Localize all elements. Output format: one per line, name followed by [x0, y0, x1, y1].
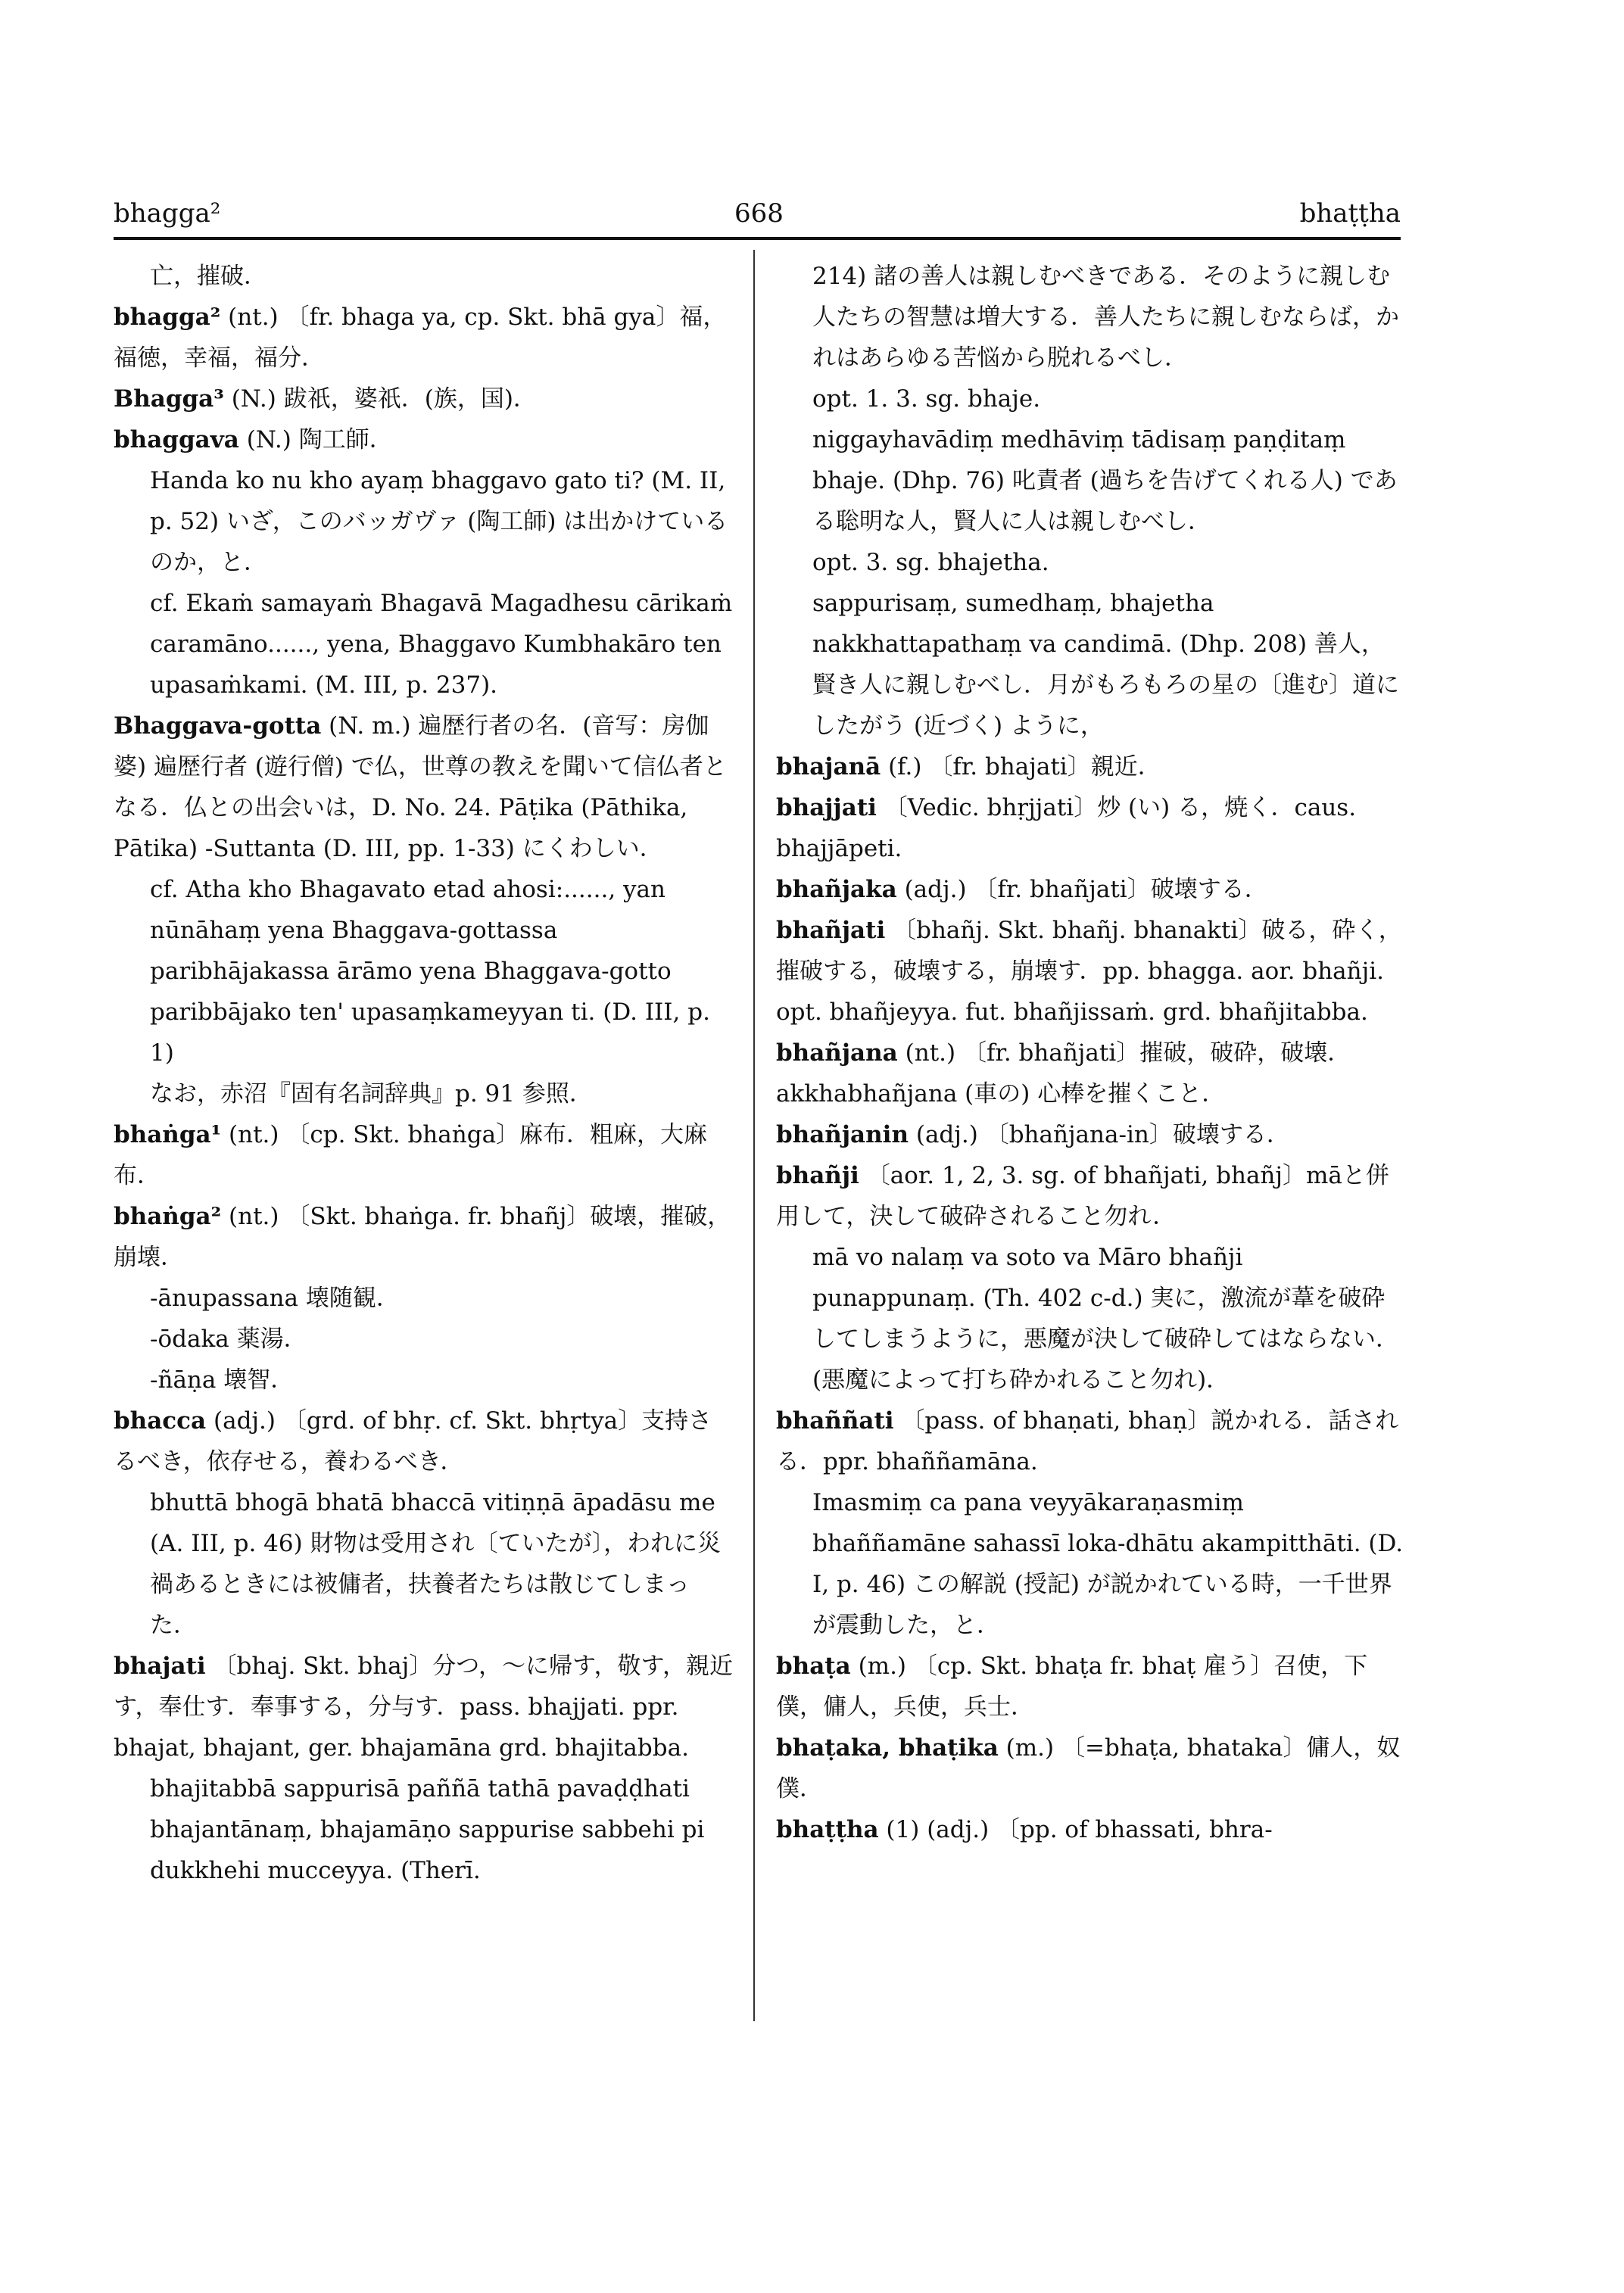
entry-continuation	[150, 1073, 734, 1114]
headword: bhajanā	[776, 753, 881, 780]
entry-continuation	[812, 419, 1404, 542]
headword: Bhagga³	[114, 385, 224, 413]
page-header	[114, 191, 1401, 229]
entry-text: (m.) 〔cp. Skt. bhaṭa fr. bhaṭ 雇う〕召使，下僕，傭人，兵使，兵士．	[776, 1653, 1368, 1721]
dictionary-entry	[114, 1646, 734, 1768]
entry-text: (nt.) 〔fr. bhaga ya, cp. Skt. bhā gya〕福，福徳，幸福，福分．	[114, 304, 727, 372]
entry-text: (adj.) 〔grd. of bhṛ. cf. Skt. bhṛtya〕支持さるべき，依存せる，養わるべき．	[114, 1407, 712, 1475]
headword: bhaṭaka, bhaṭika	[776, 1734, 999, 1762]
entry-text: 亡，摧破．	[150, 263, 267, 290]
entry-text: (1) (adj.) 〔pp. of bhassati, bhra-	[878, 1816, 1273, 1843]
dictionary-entry	[776, 1400, 1404, 1482]
headword: bhaṅga²	[114, 1203, 222, 1230]
headword: bhaññati	[776, 1407, 894, 1435]
header-right-guideword: bhaṭṭha	[1299, 198, 1401, 229]
dictionary-entry	[114, 419, 734, 460]
entry-text: 〔bhaj. Skt. bhaj〕分つ，〜に帰す，敬す，親近す，奉仕す．奉事する，分与す．pass. bhajjati. ppr. bhajat, bhajant, ger. bhajamāna grd. bhajitabba.	[114, 1653, 734, 1762]
dictionary-entry	[114, 706, 734, 869]
entry-text: (N. m.) 遍歴行者の名．(音写：房伽婆) 遍歴行者 (遊行僧) で仏，世尊の教えを聞いて信仏者となる．仏との出会いは，D. No. 24. Pāṭika (Pāthika, Pātika) -Suttanta (D. III, pp. 1-33) にくわしい．	[114, 712, 727, 862]
entry-continuation	[150, 1482, 734, 1646]
entry-text: (N.) 陶工師．	[238, 426, 393, 453]
headword: bhaṭṭha	[776, 1816, 879, 1843]
dictionary-entry	[776, 787, 1404, 869]
dictionary-entry	[114, 297, 734, 379]
dictionary-entry	[776, 1728, 1404, 1809]
entry-text: -ānupassana 壊随観．	[150, 1285, 400, 1312]
entry-text: -ōdaka 薬湯．	[150, 1326, 307, 1353]
headword: bhajati	[114, 1653, 206, 1680]
entry-text: (adj.) 〔bhañjana-in〕破壊する．	[909, 1121, 1290, 1148]
headword: bhañjana	[776, 1039, 898, 1067]
entry-continuation	[812, 379, 1404, 419]
headword: bhaggava	[114, 426, 239, 453]
header-left-guideword: bhagga²	[114, 198, 221, 229]
entry-text: opt. 1. 3. sg. bhaje.	[812, 385, 1041, 413]
entry-text: -ñāṇa 壊智．	[150, 1366, 295, 1394]
dictionary-entry	[114, 1400, 734, 1482]
entry-text: 〔aor. 1, 2, 3. sg. of bhañjati, bhañj〕māと併用して，決して破砕されること勿れ．	[776, 1162, 1389, 1230]
entry-text: opt. 3. sg. bhajetha.	[812, 549, 1049, 576]
dictionary-entry	[776, 1809, 1404, 1850]
right-column	[776, 256, 1404, 1850]
entry-text: cf. Ekaṁ samayaṁ Bhagavā Magadhesu cārikaṁ caramāno......, yena, Bhaggavo Kumbhakāro ten upasaṁkami. (M. III, p. 237).	[150, 590, 733, 699]
entry-text: sappurisaṃ, sumedhaṃ, bhajetha nakkhattapathaṃ va candimā. (Dhp. 208) 善人，賢き人に親しむべし．月がもろもろの星の〔進む〕道にしたがう (近づく) ように，	[812, 590, 1399, 740]
dictionary-entry	[114, 379, 734, 419]
entry-text: (N.) 跋祇，婆祇．(族，国)．	[223, 385, 537, 413]
headword: bhajjati	[776, 794, 877, 821]
entry-text: (adj.) 〔fr. bhañjati〕破壊する．	[896, 876, 1268, 903]
column-divider	[753, 250, 755, 2021]
headword: bhañjanin	[776, 1121, 909, 1148]
headword: bhaṅga¹	[114, 1121, 222, 1148]
entry-text: (nt.) 〔cp. Skt. bhaṅga〕麻布．粗麻，大麻布．	[114, 1121, 708, 1189]
entry-continuation	[150, 1768, 734, 1891]
entry-text: (nt.) 〔fr. bhañjati〕摧破，破砕，破壊．akkhabhañjana (車の) 心棒を摧くこと．	[776, 1039, 1351, 1108]
entry-continuation	[150, 869, 734, 1073]
entry-text: bhuttā bhogā bhatā bhaccā vitiṇṇā āpadāsu me (A. III, p. 46) 財物は受用され〔ていたが〕，われに災禍あるときには被傭者，扶養者たちは散じてしまった．	[150, 1489, 722, 1639]
entry-text: 214) 諸の善人は親しむべきである．そのように親しむ人たちの智慧は増大する．善人たちに親しむならば，かれはあらゆる苦悩から脱れるべし．	[812, 263, 1399, 372]
entry-text: niggayhavādiṃ medhāviṃ tādisaṃ paṇḍitaṃ bhaje. (Dhp. 76) 叱責者 (過ちを告げてくれる人) である聡明な人，賢人に人は親しむべし．	[812, 426, 1398, 535]
entry-text: 〔pass. of bhaṇati, bhaṇ〕説かれる．話される．ppr. bhaññamāna.	[776, 1407, 1399, 1475]
headword: bhacca	[114, 1407, 207, 1435]
entry-continuation	[150, 460, 734, 583]
entry-continuation	[812, 1482, 1404, 1646]
entry-continuation	[150, 256, 734, 297]
dictionary-entry	[776, 1033, 1404, 1114]
entry-text: 〔bhañj. Skt. bhañj. bhanakti〕破る，砕く，摧破する，破壊する，崩壊す．pp. bhagga. aor. bhañji. opt. bhañjeyya. fut. bhañjissaṁ. grd. bhañjitabba.	[776, 917, 1402, 1026]
entry-continuation	[150, 583, 734, 706]
page-number: 668	[734, 198, 784, 229]
dictionary-entry	[776, 1646, 1404, 1728]
entry-text: Handa ko nu kho ayaṃ bhaggavo gato ti? (M. II, p. 52) いざ，このバッガヴァ (陶工師) は出かけているのか，と．	[150, 467, 728, 576]
headword: bhañjati	[776, 917, 886, 944]
entry-continuation	[812, 256, 1404, 379]
entry-text: (m.) 〔=bhaṭa, bhataka〕傭人，奴僕．	[776, 1734, 1401, 1802]
entry-continuation	[150, 1360, 734, 1400]
left-column	[114, 256, 734, 1891]
entry-text: なお，赤沼『固有名詞辞典』p. 91 参照．	[150, 1080, 593, 1108]
entry-continuation	[150, 1319, 734, 1360]
headword: bhaṭa	[776, 1653, 851, 1680]
entry-text: (f.) 〔fr. bhajati〕親近．	[881, 753, 1161, 780]
entry-continuation	[812, 583, 1404, 746]
headword: bhañjaka	[776, 876, 897, 903]
dictionary-entry	[776, 746, 1404, 787]
header-rule	[114, 237, 1401, 240]
entry-continuation	[812, 1237, 1404, 1400]
entry-text: cf. Atha kho Bhagavato etad ahosi:......, yan nūnāhaṃ yena Bhaggava-gottassa paribhājakassa ārāmo yena Bhaggava-gotto paribbājako ten' upasaṃkameyyan ti. (D. III, p. 1)	[150, 876, 710, 1067]
entry-text: mā vo nalaṃ va soto va Māro bhañji punappunaṃ. (Th. 402 c-d.) 実に，激流が葦を破砕してしまうように，悪魔が決して破砕してはならない．(悪魔によって打ち砕かれること勿れ)．	[812, 1244, 1399, 1394]
headword: bhagga²	[114, 304, 221, 331]
dictionary-entry	[776, 1155, 1404, 1237]
headword: bhañji	[776, 1162, 859, 1189]
entry-continuation	[812, 542, 1404, 583]
dictionary-entry	[114, 1196, 734, 1278]
entry-continuation	[150, 1278, 734, 1319]
dictionary-entry	[114, 1114, 734, 1196]
dictionary-entry	[776, 1114, 1404, 1155]
dictionary-entry	[776, 869, 1404, 910]
entry-text: (nt.) 〔Skt. bhaṅga. fr. bhañj〕破壊，摧破，崩壊．	[114, 1203, 731, 1271]
entry-text: Imasmiṃ ca pana veyyākaraṇasmiṃ bhaññamāne sahassī loka-dhātu akampitthāti. (D. I, p. 46) この解説 (授記) が説かれている時，一千世界が震動した，と．	[812, 1489, 1404, 1639]
entry-text: bhajitabbā sappurisā paññā tathā pavaḍḍhati bhajantānaṃ, bhajamāṇo sappurise sabbehi pi dukkhehi mucceyya. (Therī.	[150, 1775, 705, 1884]
entry-text: 〔Vedic. bhṛjjati〕炒 (い) る，焼く．caus. bhajjāpeti.	[776, 794, 1357, 862]
dictionary-entry	[776, 910, 1404, 1033]
headword: Bhaggava-gotta	[114, 712, 322, 740]
